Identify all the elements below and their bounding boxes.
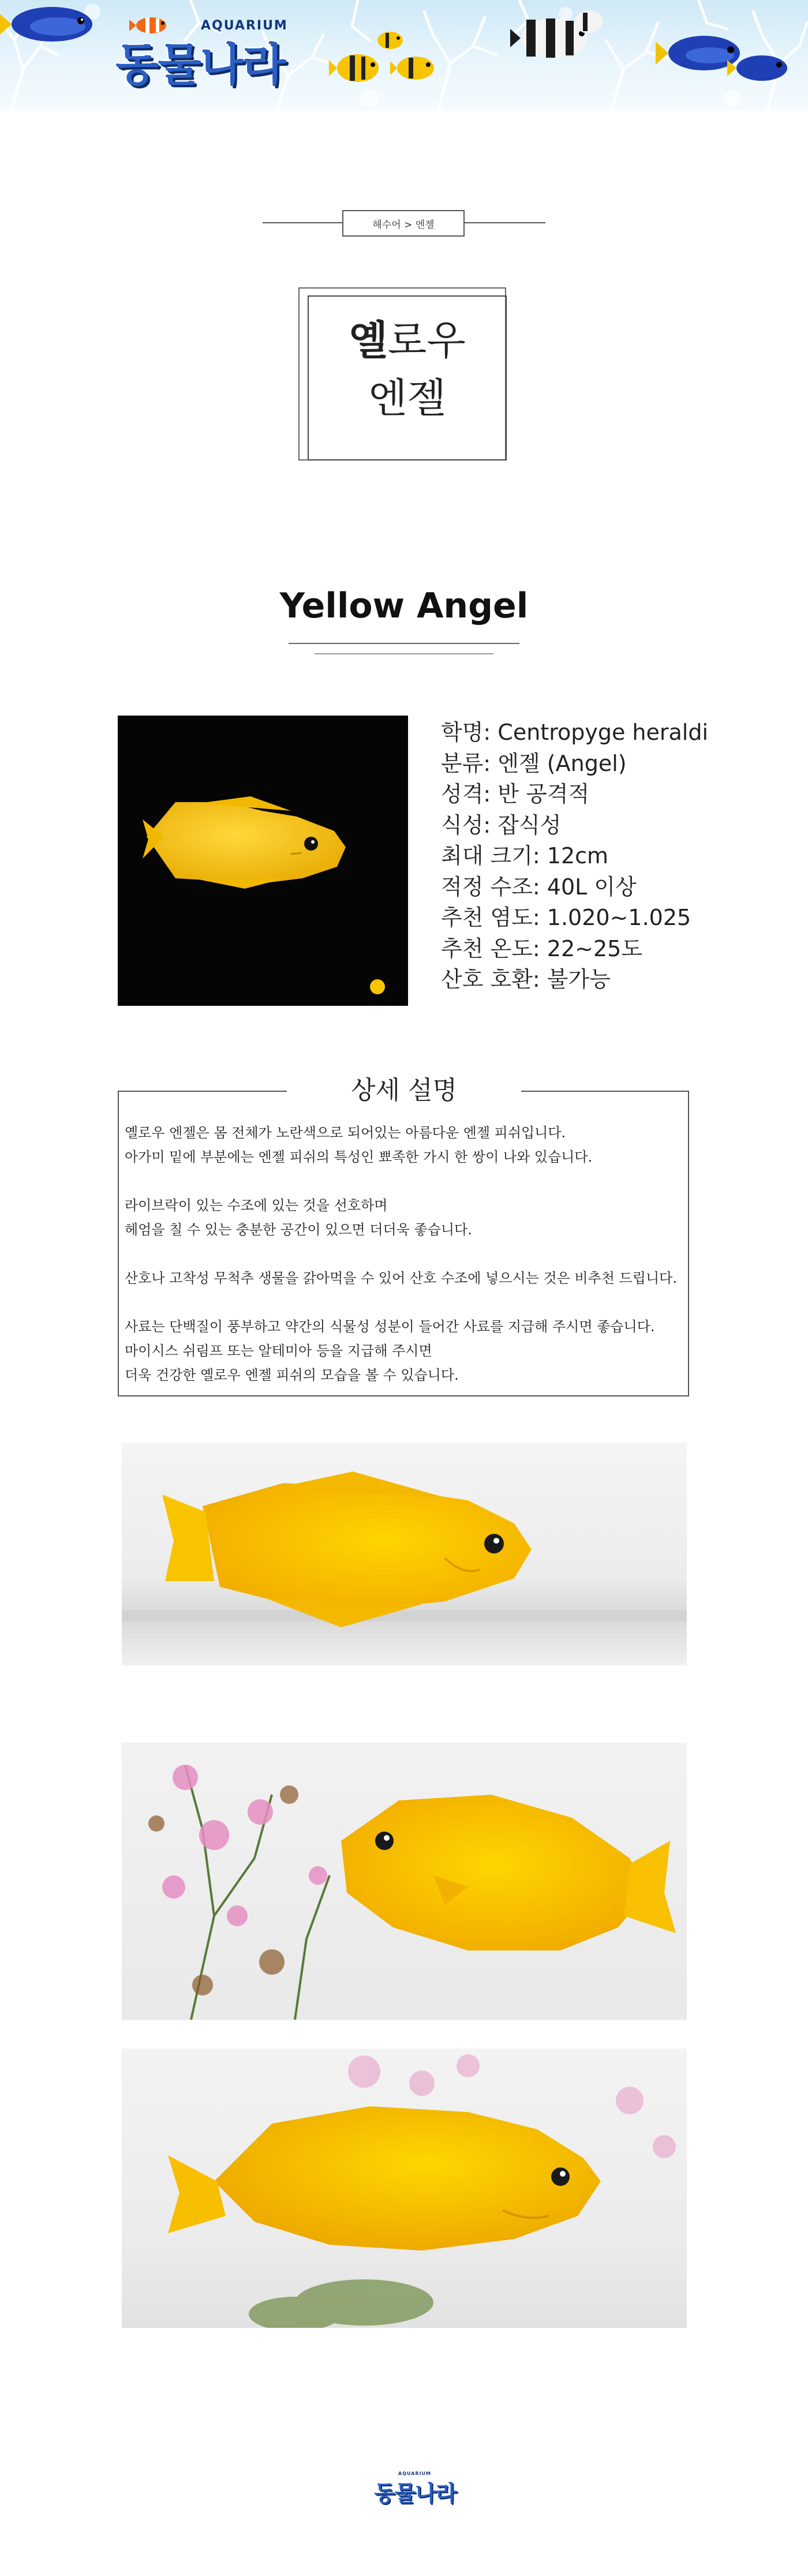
yellow-angel-fish-image	[118, 716, 408, 1006]
breadcrumb-line-right	[465, 222, 545, 223]
page-title-line2: 엔젤	[368, 375, 447, 422]
page-title	[308, 312, 507, 427]
footer-brand-logo[interactable]	[374, 2471, 457, 2506]
fish-photo-1	[122, 1443, 687, 1665]
yellow-angel-front-photo	[122, 2049, 687, 2328]
main-fish-photo	[118, 716, 408, 1006]
detail-line: 사료는 단백질이 풍부하고 약간의 식물성 성분이 들어간 사료를 지급해 주시면 좋습니다.	[125, 1319, 655, 1335]
detail-line: 마이시스 쉬림프 또는 알테미아 등을 지급해 주시면	[125, 1343, 432, 1359]
fish-photo-3	[122, 2049, 687, 2328]
page-title-line1-rest: 로우	[387, 317, 466, 364]
striped-bannerfish	[510, 10, 603, 58]
blue-tang-fish-left	[0, 7, 92, 42]
detail-spacer	[125, 1242, 684, 1266]
detail-line: 옐로우 엔젤은 몸 전체가 노란색으로 되어있는 아름다운 엔젤 피쉬입니다.	[125, 1125, 566, 1141]
detail-line: 산호나 고착성 무척추 생물을 갉아먹을 수 있어 산호 수조에 넣으시는 것은 비추천 드립니다.	[125, 1270, 677, 1286]
species-info-list	[441, 717, 708, 995]
footer-logo-main: 동물나라	[374, 2481, 457, 2506]
info-max-size: 최대 크기: 12cm	[441, 843, 609, 868]
yellow-tang-fish-group	[329, 32, 434, 82]
fish-photo-2	[122, 1743, 687, 2020]
info-salinity: 추천 염도: 1.020~1.025	[441, 905, 691, 930]
page-title-bold: 옐	[349, 317, 388, 364]
header-banner	[0, 0, 808, 111]
info-tank-size: 적정 수조: 40L 이상	[441, 874, 637, 900]
detail-line: 아가미 밑에 부분에는 엔젤 피쉬의 특성인 뾰족한 가시 한 쌍이 나와 있습니다.	[125, 1149, 593, 1165]
info-temperament: 성격: 반 공격적	[441, 781, 590, 807]
english-title-underline-short	[315, 653, 493, 654]
detail-line: 라이브락이 있는 수조에 있는 것을 선호하며	[125, 1197, 388, 1214]
detail-spacer	[125, 1169, 684, 1193]
breadcrumb-line-left	[263, 222, 343, 223]
english-title-underline	[289, 643, 519, 644]
info-temperature: 추천 온도: 22~25도	[441, 935, 643, 961]
detail-line: 더욱 건강한 옐로우 엔젤 피쉬의 모습을 볼 수 있습니다.	[125, 1367, 459, 1383]
detail-description	[125, 1121, 684, 1387]
yellow-dot-mark	[370, 979, 385, 994]
info-classification: 분류: 엔젤 (Angel)	[441, 750, 627, 776]
breadcrumb-text: 해수어 > 엔젤	[372, 219, 435, 231]
detail-line: 헤엄을 칠 수 있는 충분한 공간이 있으면 더더욱 좋습니다.	[125, 1222, 472, 1238]
yellow-angel-side-photo	[122, 1443, 687, 1665]
logo-sub-text: AQUARIUM	[201, 18, 288, 33]
footer-logo-sub: AQUARIUM	[398, 2471, 432, 2476]
info-reef-compatibility: 산호 호환: 불가능	[441, 967, 611, 992]
detail-spacer	[125, 1290, 684, 1315]
detail-section-title: 상세 설명	[287, 1073, 521, 1108]
breadcrumb	[342, 210, 465, 237]
english-title: Yellow Angel	[279, 586, 529, 626]
info-scientific-name: 학명: Centropyge heraldi	[441, 720, 709, 745]
logo-main-text: 동물나라	[115, 39, 285, 91]
yellow-angel-with-plant-photo	[122, 1743, 687, 2020]
info-diet: 식성: 잡식성	[441, 812, 562, 838]
